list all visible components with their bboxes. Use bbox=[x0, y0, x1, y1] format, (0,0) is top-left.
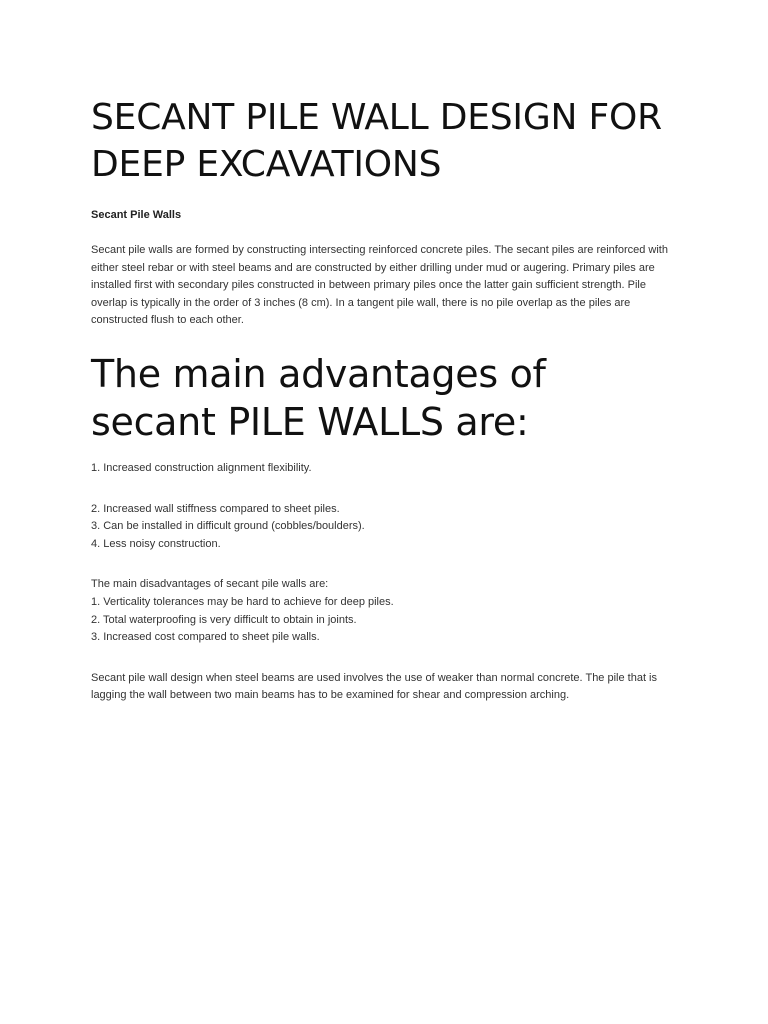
advantages-heading: The main advantages of secant PILE WALLS are: bbox=[91, 351, 546, 444]
advantages-list-rest bbox=[91, 501, 681, 554]
advantages-list-first bbox=[91, 460, 681, 478]
section-subtitle: Secant Pile Walls bbox=[91, 209, 182, 221]
advantage-item: 2. Increased wall stiffness compared to sheet piles. bbox=[91, 502, 340, 515]
disadvantage-item: 2. Total waterproofing is very difficult to obtain in joints. bbox=[91, 613, 357, 626]
document-page bbox=[91, 94, 681, 705]
disadvantage-item: 3. Increased cost compared to sheet pile walls. bbox=[91, 631, 320, 644]
disadvantages-intro: The main disadvantages of secant pile walls are: bbox=[91, 578, 329, 591]
document-title: SECANT PILE WALL DESIGN FOR DEEP EXCAVATIONS bbox=[91, 97, 662, 185]
disadvantages-list bbox=[91, 576, 681, 646]
intro-paragraph: Secant pile walls are formed by constructing intersecting reinforced concrete piles. The secant piles are reinforced with either steel rebar or with steel beams and are constructed by either drilling under mud or augering. Primary piles are installed first with secondary piles constructed in between primary piles once the latter gain sufficient strength. Pile overlap is typically in the order of 3 inches (8 cm). In a tangent pile wall, there is no pile overlap as the piles are constructed flush to each other. bbox=[91, 244, 668, 327]
closing-paragraph: Secant pile wall design when steel beams are used involves the use of weaker than normal concrete. The pile that is lagging the wall between two main beams has to be examined for shear and compression arching. bbox=[91, 671, 658, 702]
advantage-item: 4. Less noisy construction. bbox=[91, 537, 221, 550]
disadvantage-item: 1. Verticality tolerances may be hard to achieve for deep piles. bbox=[91, 595, 394, 608]
advantage-item: 3. Can be installed in difficult ground (cobbles/boulders). bbox=[91, 520, 365, 533]
advantage-item: 1. Increased construction alignment flexibility. bbox=[91, 461, 312, 474]
